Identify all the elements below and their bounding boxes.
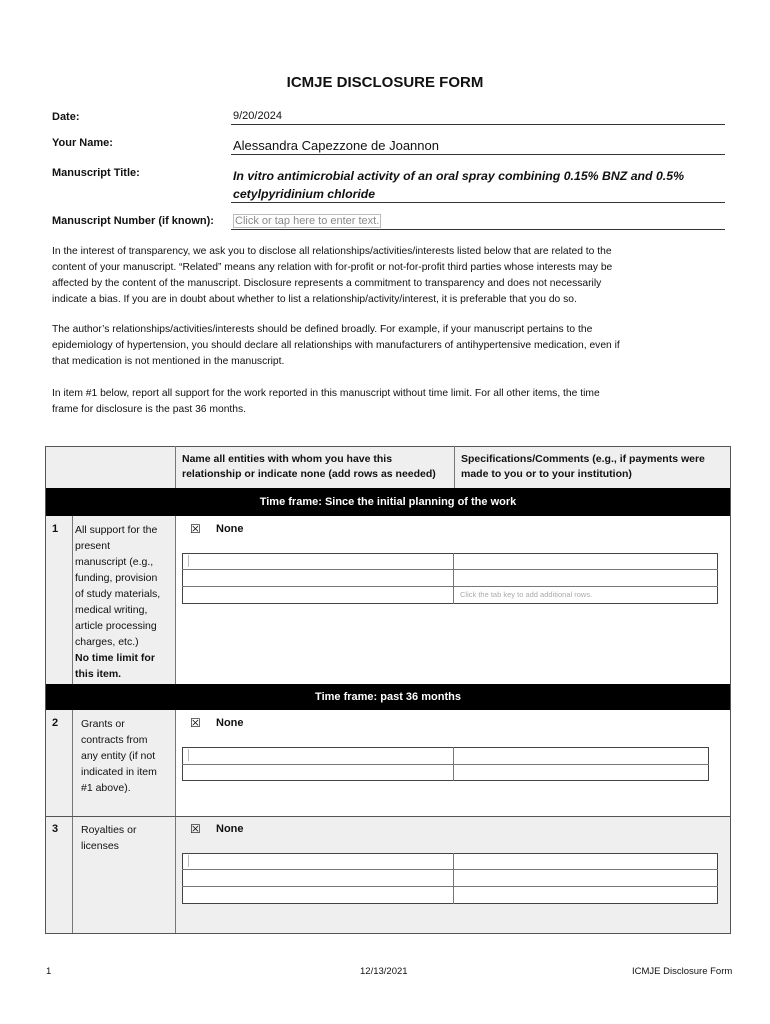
item-line: contracts from	[81, 734, 148, 746]
item-line: No time limit for	[75, 652, 155, 664]
paragraph-line: In the interest of transparency, we ask you to disclose all relationships/activities/interests listed below that are related to the	[52, 246, 612, 257]
manuscript-number-field[interactable]	[231, 212, 725, 230]
item-2-none-checkbox[interactable]: ☒	[190, 716, 201, 730]
table-divider	[72, 516, 73, 684]
paragraph-line: frame for disclosure is the past 36 months.	[52, 404, 247, 415]
item-2-description	[81, 716, 157, 796]
grid-row-line	[182, 569, 718, 570]
paragraph-line: The author’s relationships/activities/interests should be defined broadly. For example, if your manuscript pertains to the	[52, 324, 593, 335]
text-cursor	[188, 855, 189, 867]
item-1-entry-grid[interactable]	[182, 553, 718, 604]
manuscript-title-label: Manuscript Title:	[52, 167, 140, 179]
item-line: Grants or	[81, 718, 125, 730]
table-divider	[72, 817, 73, 933]
header-line: made to you or to your institution)	[461, 468, 632, 480]
paragraph-line: epidemiology of hypertension, you should declare all relationships with manufacturers of antihypertensive medication, even if	[52, 340, 620, 351]
grid-col-line	[453, 747, 454, 781]
date-value: 9/20/2024	[233, 110, 282, 122]
footer-form-name: ICMJE Disclosure Form	[632, 966, 733, 977]
grid-row-line	[182, 586, 718, 587]
timeframe-bar-2: Time frame: past 36 months	[46, 684, 730, 710]
grid-row-line	[182, 886, 718, 887]
item-1-none-label: None	[216, 523, 244, 535]
item-line: this item.	[75, 668, 122, 680]
paragraph-line: content of your manuscript. “Related” means any relation with for-profit or not-for-profit third parties whose interests may be	[52, 262, 613, 273]
paragraph-line: that medication is not mentioned in the manuscript.	[52, 356, 285, 367]
date-field[interactable]	[231, 108, 725, 125]
paragraph-2	[52, 322, 722, 370]
grid-col-line	[453, 853, 454, 904]
item-line: indicated in item	[81, 766, 157, 778]
header-line: Specifications/Comments (e.g., if payments were	[461, 453, 705, 465]
grid-row-line	[182, 764, 709, 765]
item-2-number: 2	[52, 717, 59, 729]
manuscript-title-line1: In vitro antimicrobial activity of an oral spray combining 0.15% BNZ and 0.5%	[233, 169, 684, 183]
name-label: Your Name:	[52, 137, 113, 149]
tab-hint: Click the tab key to add additional rows.	[460, 590, 593, 599]
item-2-none-label: None	[216, 717, 244, 729]
item-line: funding, provision	[75, 572, 158, 584]
paragraph-1	[52, 244, 722, 308]
item-3-number: 3	[52, 823, 59, 835]
item-1-none-checkbox[interactable]: ☒	[190, 522, 201, 536]
table-divider	[175, 817, 176, 933]
item-line: Royalties or	[81, 824, 137, 836]
table-divider	[72, 710, 73, 816]
header-line: Name all entities with whom you have this	[182, 453, 393, 465]
item-line: medical writing,	[75, 604, 148, 616]
name-field[interactable]	[231, 134, 725, 155]
paragraph-line: affected by the content of the manuscript. Disclosure represents a commitment to transparency and does not necessarily	[52, 278, 602, 289]
item-line: article processing	[75, 620, 157, 632]
item-line: present	[75, 540, 111, 552]
grid-row-line	[182, 869, 718, 870]
text-cursor	[188, 749, 189, 761]
footer-date: 12/13/2021	[360, 966, 408, 977]
manuscript-number-placeholder: Click or tap here to enter text.	[235, 215, 380, 227]
timeframe-bar-1: Time frame: Since the initial planning of the work	[46, 488, 730, 516]
manuscript-number-label: Manuscript Number (if known):	[52, 215, 214, 227]
table-divider	[175, 446, 176, 488]
name-value: Alessandra Capezzone de Joannon	[233, 138, 439, 153]
item-line: All support for the	[75, 524, 158, 536]
form-title: ICMJE DISCLOSURE FORM	[286, 74, 484, 91]
text-cursor	[188, 555, 189, 567]
manuscript-title-field[interactable]	[231, 164, 725, 203]
item-3-none-checkbox[interactable]: ☒	[190, 822, 201, 836]
item-1-description	[75, 522, 160, 682]
header-comments	[461, 452, 705, 482]
item-3-description	[81, 822, 136, 854]
item-3-none-label: None	[216, 823, 244, 835]
item-line: #1 above).	[81, 782, 131, 794]
paragraph-line: In item #1 below, report all support for the work reported in this manuscript without time limit. For all other items, the time	[52, 388, 600, 399]
item-3-entry-grid[interactable]	[182, 853, 718, 904]
item-line: of study materials,	[75, 588, 161, 600]
paragraph-3	[52, 386, 722, 418]
header-entities	[182, 452, 436, 482]
item-line: manuscript (e.g.,	[75, 556, 154, 568]
paragraph-line: indicate a bias. If you are in doubt about whether to list a relationship/activity/interest, it is preferable that you do so.	[52, 294, 577, 305]
row-separator	[46, 816, 730, 817]
table-divider	[454, 446, 455, 488]
item-line: any entity (if not	[81, 750, 156, 762]
item-line: charges, etc.)	[75, 636, 139, 648]
grid-col-line	[453, 553, 454, 604]
item-1-number: 1	[52, 523, 59, 535]
footer-page-number: 1	[46, 966, 52, 977]
date-label: Date:	[52, 111, 80, 123]
item-line: licenses	[81, 840, 119, 852]
header-line: relationship or indicate none (add rows as needed)	[182, 468, 436, 480]
manuscript-title-line2: cetylpyridinium chloride	[233, 187, 376, 201]
